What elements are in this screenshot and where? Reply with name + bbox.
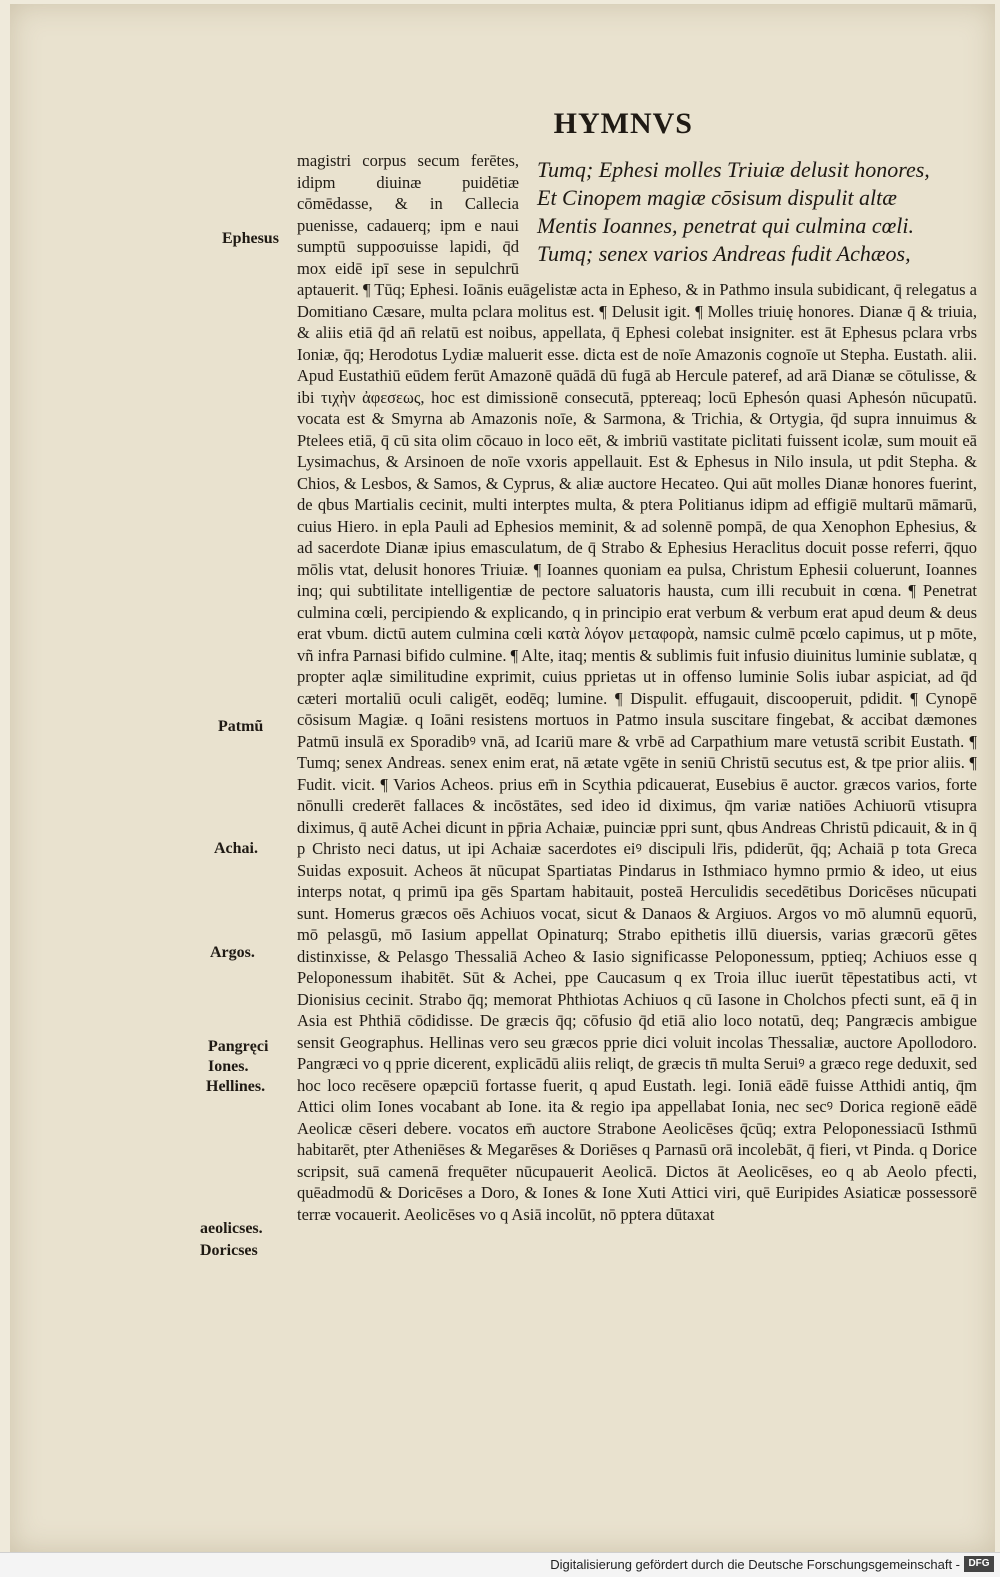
page — [10, 4, 995, 1552]
footer-credit: Digitalisierung gefördert durch die Deutsche Forschungsgemeinschaft - — [550, 1557, 960, 1572]
verse-block — [537, 156, 977, 268]
verse-line: Et Cinopem magiæ cōsisum dispulit altæ — [537, 185, 897, 210]
verse-line: Tumq; senex varios Andreas fudit Achæos, — [537, 241, 911, 266]
margin-note-doricses: Doricses — [200, 1242, 258, 1259]
margin-note-hellines: Hellines. — [206, 1078, 266, 1095]
verse-line: Mentis Ioannes, penetrat qui culmina cœli. — [537, 213, 914, 238]
page-header: HYMNVS — [553, 107, 693, 140]
margin-note-pangreci: Pangręci — [208, 1038, 269, 1055]
dfg-logo-icon: DFG — [964, 1556, 994, 1572]
commentary-paragraph: magistri corpus secum ferētes, idipm diuinæ puidētiæ cōmēdasse, & in Callecia puenisse, cadauerq; ipm e naui sumptū suppoσuisse lapidi, q̄d mox eidē ipī sese in sepulchrū aptauerit. ¶ Tūq; Ephesi. Ioānis euāgelistæ acta in Epheso, & in Pathmo insula subidicant, q̄ relegatus a Domitiano Cæsare, multa pclara molitus est. ¶ Delusit igit. ¶ Molles triuię honores. Dianæ q̄ & triuia, & aliis etiā q̄d an̄ relatū est noibus, appellata, q̄ Ephesi colebat insigniter. est āt Ephesus pclara vrbs Ioniæ, q̄q; Herodotus Lydiæ maluerit esse. dicta est de noīe Amazonis cognoīe ut Stepha. Eustath. alii. Apud Eustathiū eūdem ferūt Amazonē quādā dū fugā ab Hercule pateref, ad arā Dianæ se cōtulisse, & ibi τιχὴν ἀφεσεως, hoc est dimissionē consecutā, pptereaq; locū Ephesόn quasi Aphesόn nūcupatū. vocata est & Smyrna ab Amazonis noīe, & Sarmona, & Trichia, & Ortygia, q̄d supra innuimus & Ptelees etiā, q̄ cū sita olim cōcauo in loco eēt, & imbriū vastitate piclitati fuissent icolæ, sum mouit eā Lysimachus, & Arsinoen de noīe vxoris appellauit. Est & Ephesus in Nilo insula, ut pdit Stepha. & Chios, & Lesbos, & Samos, & Cyprus, & aliæ auctore Hecateo. Qui aūt molles Dianæ honores fuerint, de qbus Martialis cecinit, multi interptes multa, & ptera Politianus idipm ad effigiē multarū māmarū, cuius Hiero. in epla Pauli ad Ephesios meminit, & ad solennē pompā, de qua Xenophon Ephesius, & ad sacerdote Dianæ ipius emasculatum, de q̄ Strabo & Ephesius Heraclitus docuit posse referri, q̄quo mōlis vtat, delusit honores Triuiæ. ¶ Ioannes quoniam ea pulsa, Christum Ephesii coluerunt, Ioannes inq; qui subtilitate intelligentiæ de pectore saluatoris hausta, cum illi recubuit in cœna. ¶ Penetrat culmina cœli, percipiendo & explicando, q in principio erat verbum & verbum erat apud deum & deus erat vbum. dictū autem culmina cœli κατὰ λόγον μεταφορὰ, namsic culmē pcœlo capimus, ut p mōte, vñ infra Parnasi bifido culmine. ¶ Alte, itaq; mentis & sublimis fuit infusio diuinitus luminie sublatæ, q propter aqlæ similitudine exprimit, cuius pprietas ut in offenso luminie Solis iubar aspiciat, ad q̄d cæteri mortaliū oculi caligēt, eodēq; lumine. ¶ Dispulit. effugauit, discooperuit, pdidit. ¶ Cynopē cōsisum Magiæ. q Ioāni resistens mortuos in Patmo insula suscitare fingebat, & accibat dæmones Patmū insulā ex Sporadibꝰ vnā, ad Icariū mare & vrbē ad Carpathium mare vetustā scribit Eustath. ¶ Tumq; senex Andreas. senex enim erat, nā ætate vgēte in seniū Christū secutus est, & tpe prior aliis. ¶ Fudit. vicit. ¶ Varios Acheos. prius em̄ in Scythia pdicauerat, Eusebius ē auctor. græcos varios, forte nōnulli crederēt fallaces & incōstātes, sed ideo id diximus, q̄m variæ natiōes Achiuorū vtisupra diximus, q̄ autē Achei dicunt in pp̄ria Achaiæ, puinciæ ppri sunt, qbus Andreas Christū pdicauit, & in q̄ p Christo neci datus, ut ipi Achaiæ sacerdotes eiꝰ discipuli lr̄is, pdiderūt, q̄q; Achaiā p tota Greca Suidas exposuit. Acheos āt nūcupat Spartiatas Pindarus in Isthmiaco hymno prmio & ideo, ut eius interps notat, q primū ipa gēs Spartam habitauit, posteā Herculidis secedētibus Doricēses nūcupati sunt. Homerus græcos oēs Achiuos vocat, sicut & Danaos & Argiuos. Argos vo mō alumnū equorū, mō pelasgū, mō Iasium appellat Opinaturq; Strabo epithetis illū diuersis, varias græcorū gētes distinxisse, & Pelasgo Thessaliā Acheo & Iasio significasse Peloponessum, pptieq; Achiuos esse q Peloponessum ihabitēt. Sūt & Achei, ppe Caucasum q ex Troia illuc iuerūt tēpestatibus acti, vt Dionisius cecinit. Strabo q̄q; memorat Phthiotas Achiuos q cū Iasone in Cholchos pfecti sunt, eā q̄ in Asia est Phthiā cōdidisse. De græcis q̄q; cōfusio q̄d etiā alio loco notatū, deq; Pangræcis ambigue sensit Geographus. Hellinas vero seu græcos pprie dici voluit incolas Thessaliæ, auctore Apollodoro. Pangræci vo q pprie dicerent, explicādū aliis reliqt, de græcis tn̄ multa Seruiꝰ a græco rege deduxit, sed hoc loco recēsere opæpciū fortasse fuerit, q apud Eustath. legi. Ioniā eādē fuisse Atthidi antiq, q̄m Attici olim Iones vocabant ab Ione. ita & regio ipa appellabat Ionia, nec secꝰ Dorica regionē eādē Aeolicæ cēseri debere. vocatos em̄ auctore Strabone Aeolicēses q̄cūq; extra Peloponessiacū Isthmū habitarēt, pter Atheniēses & Megarēses & Doriēses q Parnasū orā incolebāt, q̄ fieri, vt Pinda. q Dorice scripsit, suā camenā frequēter nūcupauerit Aeolicā. Dictos āt Aeolicēses, eo q ab Aeolo pfecti, quēadmodū & Doricēses a Doro, & Iones & Ione Xuti Attici viri, quē Euripides Asiaticæ possessorē terræ vocauerit. Aeolicēses vo q Asiā incolūt, nō pptera dūtaxat — [297, 151, 977, 1224]
verse-line: Tumq; Ephesi molles Triuiæ delusit honores, — [537, 157, 930, 182]
margin-note-achai: Achai. — [214, 840, 258, 857]
margin-note-iones: Iones. — [208, 1058, 249, 1075]
main-text-body — [297, 150, 977, 1225]
footer-bar — [0, 1552, 1000, 1577]
margin-note-ephesus: Ephesus — [222, 230, 279, 247]
margin-note-argos: Argos. — [210, 944, 255, 961]
margin-note-aeolicses: aeolicses. — [200, 1220, 263, 1237]
margin-note-patmos: Patmũ — [218, 718, 264, 735]
